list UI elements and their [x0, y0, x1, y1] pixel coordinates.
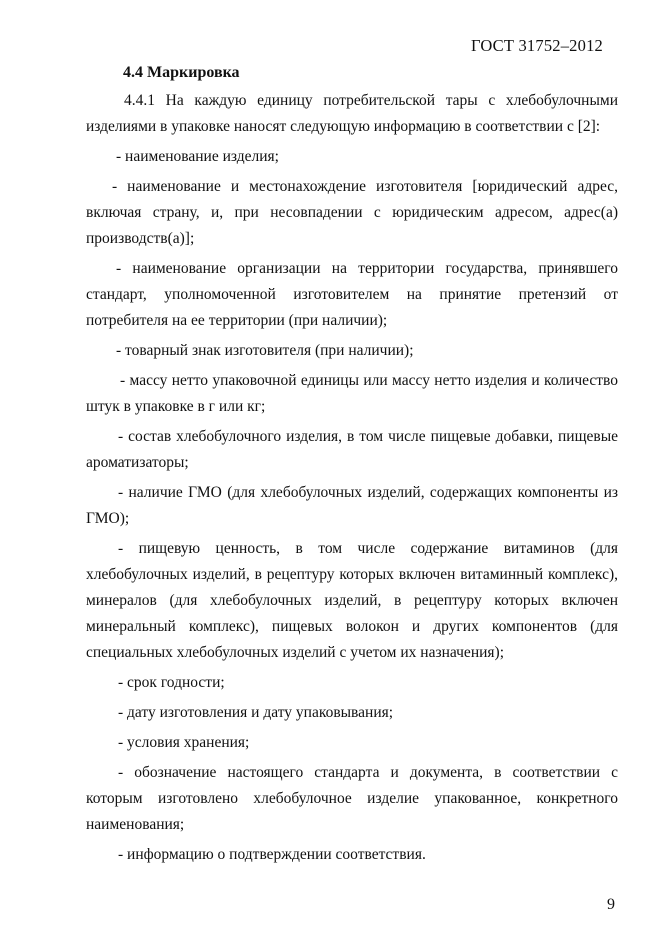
lead-paragraph: 4.4.1 На каждую единицу потребительской тары с хлебобулочными изделиями в упаковке наносят следующую информацию в соответствии с [2]:: [86, 92, 618, 135]
list-item: - наименование и местонахождение изготовителя [юридический адрес, включая страну, и, при несовпадении с юридическим адресом, адрес(а) производств(а)];: [86, 178, 618, 247]
document-code-header: ГОСТ 31752–2012: [471, 36, 603, 55]
list-item: - массу нетто упаковочной единицы или массу нетто изделия и количество штук в упаковке в г или кг;: [86, 372, 618, 415]
list-item: - наименование изделия;: [116, 148, 279, 165]
page-number: 9: [607, 896, 615, 913]
list-item: - дату изготовления и дату упаковывания;: [118, 704, 394, 721]
list-item: - срок годности;: [118, 674, 225, 691]
list-item: - пищевую ценность, в том числе содержание витаминов (для хлебобулочных изделий, в рецептуру которых включен витаминный комплекс), минералов (для хлебобулочных изделий, в рецептуру которых включен минеральный комплекс), пищевых волокон и других компонентов (для специальных хлебобулочных изделий с учетом их назначения);: [86, 540, 618, 661]
list-item: - наличие ГМО (для хлебобулочных изделий, содержащих компоненты из ГМО);: [86, 484, 618, 527]
list-item: - условия хранения;: [118, 734, 250, 751]
section-body: [86, 88, 618, 872]
list-item: - состав хлебобулочного изделия, в том числе пищевые добавки, пищевые ароматизаторы;: [86, 428, 618, 471]
list-item: - обозначение настоящего стандарта и документа, в соответствии с которым изготовлено хлебобулочное изделие упакованное, конкретного наименования;: [86, 764, 618, 833]
list-item: - информацию о подтверждении соответствия.: [118, 846, 426, 863]
list-item: - наименование организации на территории государства, принявшего стандарт, уполномоченной изготовителем на принятие претензий от потребителя на ее территории (при наличии);: [86, 260, 618, 329]
list-item: - товарный знак изготовителя (при наличии);: [116, 342, 414, 359]
section-title: 4.4 Маркировка: [123, 64, 240, 81]
